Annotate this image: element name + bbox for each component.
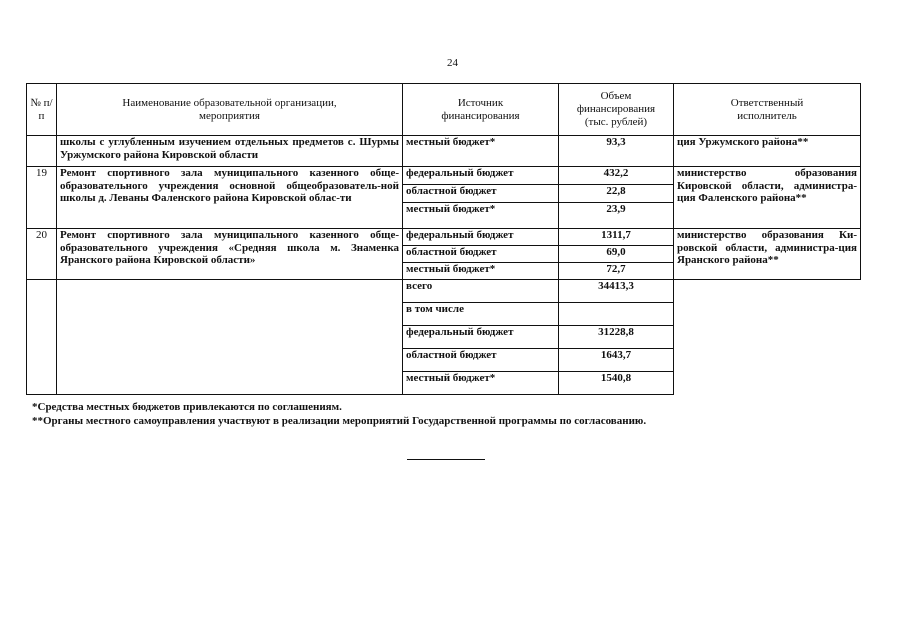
footnotes [32,400,646,428]
totals-row [27,280,861,303]
table-header-row [27,84,861,136]
total-label: всего [403,280,559,303]
row-amount-cell: 93,3 [559,136,674,167]
row-number: 20 [27,229,57,280]
row-amount-cell: 23,9 [559,203,674,229]
including-amount [559,303,674,326]
header-executor: Ответственный исполнитель [674,84,861,136]
row-amount-cell: 69,0 [559,246,674,263]
header-volume: Объем финансирования (тыс. рублей) [559,84,674,136]
row-name-cell: Ремонт спортивного зала муниципального казенного обще-образовательного учреждения основной общеобразователь-ной школы д. Леваны Фаленского района Кировской облас-ти [57,167,403,229]
regional-total-amount: 1643,7 [559,349,674,372]
funding-table [26,83,861,395]
footnote-local-budgets: *Средства местных бюджетов привлекаются по соглашениям. [32,401,342,413]
row-name-cell: Ремонт спортивного зала муниципального казенного обще-образовательного учреждения «Средняя школа м. Знаменка Яранского района Кировской области» [57,229,403,280]
table-row [27,136,861,167]
end-separator-line [407,459,485,460]
row-source-cell: федеральный бюджет [403,229,559,246]
totals-blank-executor [674,280,861,395]
row-source-cell: местный бюджет* [403,136,559,167]
row-number: 19 [27,167,57,229]
local-total-label: местный бюджет* [403,372,559,395]
row-amount-cell: 1311,7 [559,229,674,246]
table-row [27,229,861,246]
including-label: в том числе [403,303,559,326]
page-number: 24 [447,57,458,69]
federal-total-amount: 31228,8 [559,326,674,349]
total-amount: 34413,3 [559,280,674,303]
row-amount-cell: 72,7 [559,263,674,280]
row-num-cell [27,136,57,167]
totals-blank-name [57,280,403,395]
row-amount-cell: 22,8 [559,185,674,203]
header-name: Наименование образовательной организации, мероприятия [57,84,403,136]
federal-total-label: федеральный бюджет [403,326,559,349]
local-total-amount: 1540,8 [559,372,674,395]
row-name-cell: школы с углубленным изучением отдельных предметов с. Шурмы Уржумского района Кировской области [57,136,403,167]
row-executor-cell: ция Уржумского района** [674,136,861,167]
totals-blank-num [27,280,57,395]
row-source-cell: областной бюджет [403,246,559,263]
row-amount-cell: 432,2 [559,167,674,185]
header-source: Источник финансирования [403,84,559,136]
regional-total-label: областной бюджет [403,349,559,372]
row-source-cell: местный бюджет* [403,203,559,229]
row-source-cell: местный бюджет* [403,263,559,280]
row-source-cell: областной бюджет [403,185,559,203]
row-source-cell: федеральный бюджет [403,167,559,185]
table-row [27,167,861,185]
footnote-local-government: **Органы местного самоуправления участвуют в реализации мероприятий Государственной программы по согласованию. [32,415,647,427]
row-executor-cell: министерство образования Ки-ровской области, администра-ция Яранского района** [674,229,861,280]
header-num: № п/п [27,84,57,136]
row-executor-cell: министерство образования Кировской области, администра-ция Фаленского района** [674,167,861,229]
